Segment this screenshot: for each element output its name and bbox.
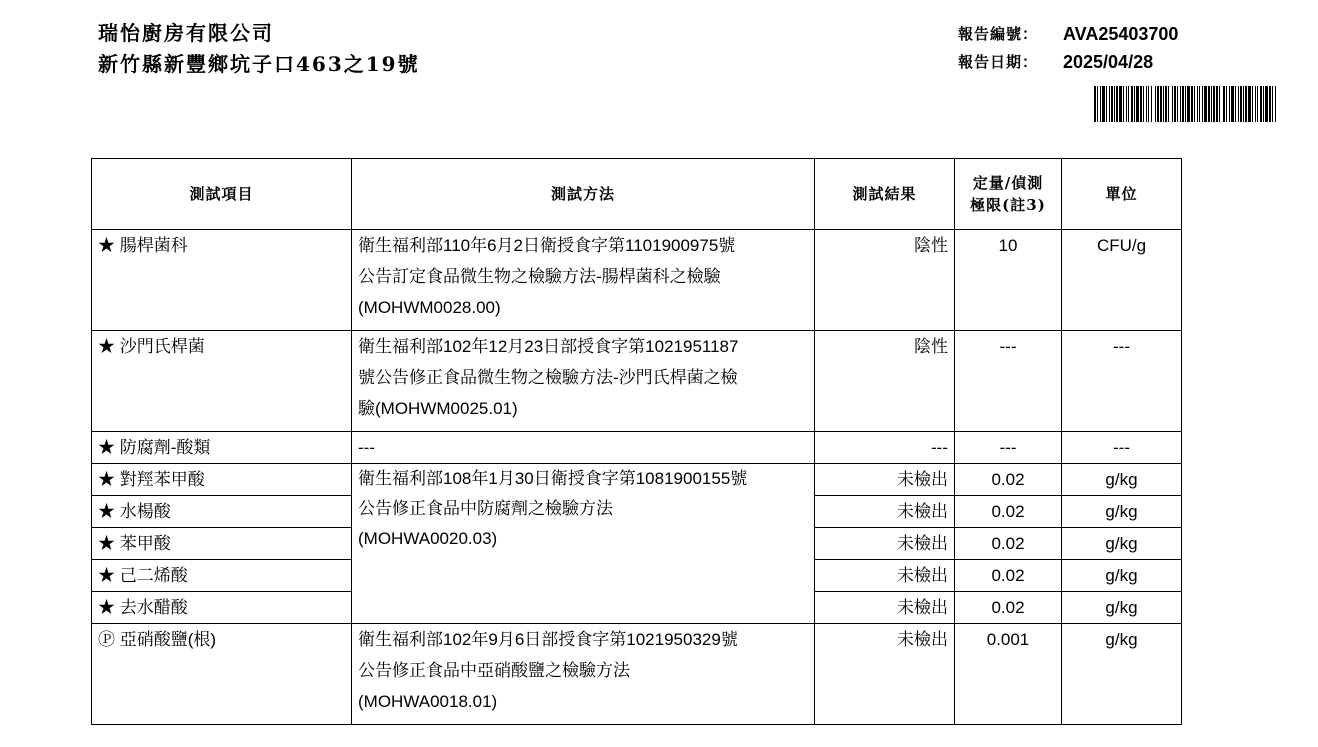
barcode-bar xyxy=(1257,86,1258,122)
results-table xyxy=(91,158,1182,725)
test-method xyxy=(352,331,815,432)
test-result: 未檢出 xyxy=(815,464,955,496)
barcode-bar xyxy=(1131,86,1133,122)
test-limit: 0.02 xyxy=(955,592,1062,624)
table-row xyxy=(92,464,1182,496)
barcode-bar xyxy=(1235,86,1236,122)
test-limit: 0.001 xyxy=(955,624,1062,725)
barcode-bar xyxy=(1269,86,1271,122)
barcode-bar xyxy=(1165,86,1167,122)
test-unit: CFU/g xyxy=(1062,230,1182,331)
header-test-result: 測試結果 xyxy=(815,159,955,230)
table-row xyxy=(92,331,1182,432)
barcode-bar xyxy=(1094,86,1096,122)
barcode-bar xyxy=(1208,86,1210,122)
barcode-bar xyxy=(1248,86,1251,122)
barcode-bar xyxy=(1245,86,1247,122)
barcode-bar xyxy=(1102,86,1105,122)
method-line: (MOHWM0028.00) xyxy=(358,298,501,317)
barcode-bar xyxy=(1185,86,1186,122)
barcode-bar xyxy=(1229,86,1230,122)
report-number-label: 報告編號： xyxy=(958,25,1039,43)
barcode-bar xyxy=(1148,86,1149,122)
test-limit: --- xyxy=(955,432,1062,464)
barcode-bar xyxy=(1109,86,1110,122)
barcode-bar xyxy=(1197,86,1198,122)
barcode-bar xyxy=(1160,86,1162,122)
test-method xyxy=(352,464,815,624)
barcode-bar xyxy=(1151,86,1152,122)
method-line: 公告修正食品中防腐劑之檢驗方法 xyxy=(358,499,613,518)
barcode-bar xyxy=(1140,86,1142,122)
test-result: 陰性 xyxy=(815,331,955,432)
barcode-bar xyxy=(1238,86,1239,122)
report-date-label: 報告日期： xyxy=(958,53,1039,71)
barcode-bar xyxy=(1223,86,1225,122)
method-line: 衛生福利部108年1月30日衛授食字第1081900155號 xyxy=(358,469,748,488)
barcode-bar xyxy=(1119,86,1122,122)
barcode-bar xyxy=(1123,86,1124,122)
test-result: --- xyxy=(815,432,955,464)
barcode-bar xyxy=(1226,86,1227,122)
report-number-row xyxy=(958,20,1178,48)
test-limit: --- xyxy=(955,331,1062,432)
test-unit: g/kg xyxy=(1062,592,1182,624)
report-info xyxy=(958,20,1178,76)
barcode-bar xyxy=(1243,86,1244,122)
test-item: ★ 對羥苯甲酸 xyxy=(92,464,352,496)
barcode-bar xyxy=(1202,86,1203,122)
barcode-bar xyxy=(1187,86,1190,122)
header-test-method: 測試方法 xyxy=(352,159,815,230)
barcode-bar xyxy=(1252,86,1253,122)
barcode-bar xyxy=(1100,86,1101,122)
report-date: 2025/04/28 xyxy=(1063,52,1154,72)
header-limit-line1: 定量/偵測 xyxy=(972,174,1044,192)
test-item: ★ 腸桿菌科 xyxy=(92,230,352,331)
header-limit xyxy=(955,159,1062,230)
test-limit: 10 xyxy=(955,230,1062,331)
method-line: 公告訂定食品微生物之檢驗方法-腸桿菌科之檢驗 xyxy=(358,267,721,286)
test-unit: g/kg xyxy=(1062,528,1182,560)
test-result: 未檢出 xyxy=(815,592,955,624)
test-limit: 0.02 xyxy=(955,528,1062,560)
test-unit: --- xyxy=(1062,432,1182,464)
test-limit: 0.02 xyxy=(955,496,1062,528)
barcode-bar xyxy=(1204,86,1207,122)
test-limit: 0.02 xyxy=(955,560,1062,592)
header-limit-line2: 極限(註3) xyxy=(970,196,1046,214)
table-row xyxy=(92,432,1182,464)
barcode-bar xyxy=(1255,86,1256,122)
test-unit: g/kg xyxy=(1062,560,1182,592)
header-unit: 單位 xyxy=(1062,159,1182,230)
test-result: 未檢出 xyxy=(815,496,955,528)
table-row xyxy=(92,624,1182,725)
test-item: ★ 水楊酸 xyxy=(92,496,352,528)
barcode-bar xyxy=(1180,86,1181,122)
test-method: --- xyxy=(352,432,815,464)
barcode-bar xyxy=(1136,86,1139,122)
barcode-bar xyxy=(1213,86,1215,122)
method-line: (MOHWA0018.01) xyxy=(358,692,498,711)
method-line: 衛生福利部102年9月6日部授食字第1021950329號 xyxy=(358,630,738,649)
test-result: 未檢出 xyxy=(815,560,955,592)
test-method xyxy=(352,230,815,331)
test-unit: g/kg xyxy=(1062,624,1182,725)
table-header-row xyxy=(92,159,1182,230)
test-item: Ⓟ 亞硝酸鹽(根) xyxy=(92,624,352,725)
barcode-bar xyxy=(1111,86,1113,122)
barcode-bar xyxy=(1194,86,1195,122)
barcode-bar xyxy=(1116,86,1118,122)
test-method xyxy=(352,624,815,725)
barcode-bar xyxy=(1172,86,1173,122)
test-unit: --- xyxy=(1062,331,1182,432)
method-line: 衛生福利部110年6月2日衛授食字第1101900975號 xyxy=(358,236,736,255)
barcode-bar xyxy=(1199,86,1200,122)
barcode-bar xyxy=(1260,86,1262,122)
barcode-bar xyxy=(1157,86,1159,122)
barcode-bar xyxy=(1128,86,1129,122)
barcode-bar xyxy=(1134,86,1135,122)
barcode-bar xyxy=(1106,86,1107,122)
barcode-bar xyxy=(1126,86,1127,122)
test-item: ★ 苯甲酸 xyxy=(92,528,352,560)
test-unit: g/kg xyxy=(1062,464,1182,496)
barcode-bar xyxy=(1182,86,1184,122)
report-number: AVA25403700 xyxy=(1063,24,1179,44)
barcode-bar xyxy=(1211,86,1212,122)
barcode-bar xyxy=(1177,86,1178,122)
barcode-bar xyxy=(1240,86,1242,122)
test-result: 未檢出 xyxy=(815,528,955,560)
barcode-bar xyxy=(1114,86,1115,122)
test-unit: g/kg xyxy=(1062,496,1182,528)
barcode-image xyxy=(1094,86,1277,122)
report-date-row xyxy=(958,48,1178,76)
test-limit: 0.02 xyxy=(955,464,1062,496)
company-name: 瑞怡廚房有限公司 xyxy=(98,21,274,45)
barcode-bar xyxy=(1163,86,1164,122)
barcode-bar xyxy=(1191,86,1193,122)
method-line: 公告修正食品中亞硝酸鹽之檢驗方法 xyxy=(358,661,630,680)
test-result: 未檢出 xyxy=(815,624,955,725)
table-row xyxy=(92,230,1182,331)
barcode-bar xyxy=(1275,86,1276,122)
barcode-bar xyxy=(1231,86,1234,122)
barcode-bar xyxy=(1219,86,1220,122)
method-line: 驗(MOHWM0025.01) xyxy=(358,399,518,418)
method-line: 號公告修正食品微生物之檢驗方法-沙門氏桿菌之檢 xyxy=(358,368,738,387)
barcode-bar xyxy=(1143,86,1144,122)
test-item: ★ 己二烯酸 xyxy=(92,560,352,592)
barcode-bar xyxy=(1155,86,1156,122)
barcode-bar xyxy=(1265,86,1268,122)
barcode-bar xyxy=(1168,86,1169,122)
barcode-bar xyxy=(1272,86,1273,122)
method-line: (MOHWA0020.03) xyxy=(358,529,498,548)
barcode-bar xyxy=(1097,86,1098,122)
test-item: ★ 防腐劑-酸類 xyxy=(92,432,352,464)
test-item: ★ 去水醋酸 xyxy=(92,592,352,624)
header-test-item: 測試項目 xyxy=(92,159,352,230)
barcode-bar xyxy=(1146,86,1147,122)
company-address: 新竹縣新豐鄉坑子口463之19號 xyxy=(98,52,420,76)
test-result: 陰性 xyxy=(815,230,955,331)
barcode-bar xyxy=(1263,86,1264,122)
test-item: ★ 沙門氏桿菌 xyxy=(92,331,352,432)
method-line: 衛生福利部102年12月23日部授食字第1021951187 xyxy=(358,337,739,356)
barcode-bar xyxy=(1174,86,1176,122)
company-block xyxy=(98,18,420,80)
barcode-bar xyxy=(1216,86,1218,122)
